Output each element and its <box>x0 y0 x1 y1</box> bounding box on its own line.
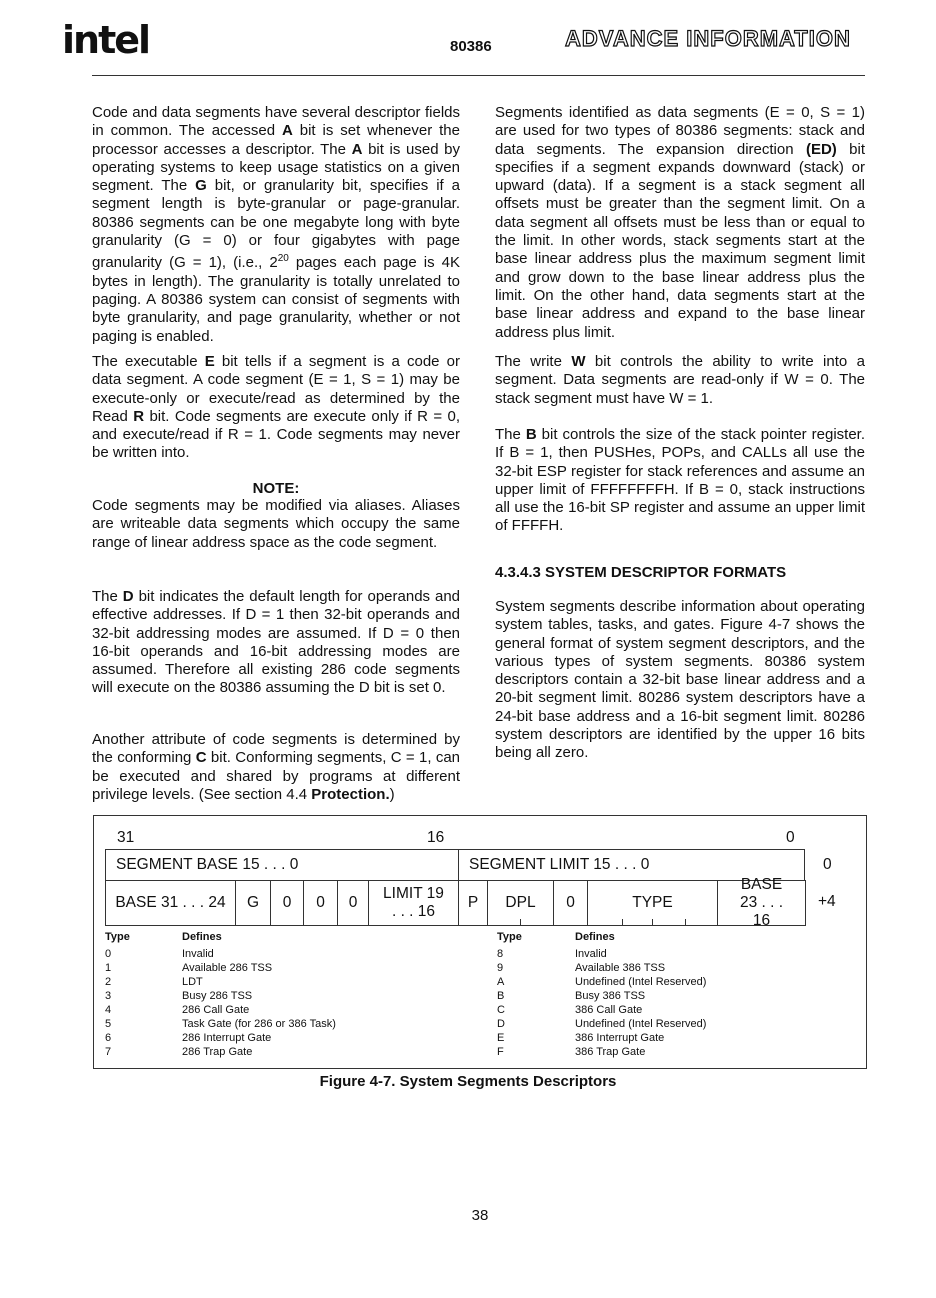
limit-19-16-field: LIMIT 19 . . . 16 <box>368 880 459 926</box>
type-definition: Available 386 TSS <box>575 962 666 974</box>
type-definition: Busy 386 TSS <box>575 990 646 1002</box>
type-code: 4 <box>105 1004 112 1016</box>
bit-tick <box>622 919 623 925</box>
base-23-16-field: BASE 23 . . . 16 <box>717 880 806 926</box>
text-run: bit specifies if a segment expands downward (stack) or upward (data). If a segment is a stack segment all offsets must be greater than the segment limit. On a data segment all offsets must be less than or equal to the limit. In other words, stack segments start at the base linear address plus the maximum segment limit and grow down to the base linear address plus the limit. On the other hand, data segments start at the base linear address and expand to the base linear address plus limit. <box>495 140 866 341</box>
bit-label-0: 0 <box>786 829 795 846</box>
type-code: 2 <box>105 976 112 988</box>
header-divider <box>92 75 865 76</box>
text-run: bit is set whenever the processor accesses a descriptor. The <box>92 122 460 158</box>
text-run: bit. Code segments are execute only if R = 0, and execute/read if R = 1. Code segments may never be written into. <box>92 407 460 462</box>
type-column-header: Type <box>497 931 522 943</box>
section-heading: 4.3.4.3 SYSTEM DESCRIPTOR FORMATS <box>495 564 787 581</box>
offset-0-label: 0 <box>823 856 832 873</box>
paragraph <box>92 588 460 698</box>
type-definition: Invalid <box>182 948 214 960</box>
bold-term: (ED) <box>805 140 837 158</box>
page-number: 38 <box>471 1207 489 1224</box>
text-run: bit is used by operating systems to keep usage statistics on a given segment. The <box>92 140 461 195</box>
bold-term: A <box>351 140 363 158</box>
type-definition: 386 Trap Gate <box>575 1046 646 1058</box>
document-number: 80386 <box>450 38 492 55</box>
type-definition: 286 Interrupt Gate <box>182 1032 272 1044</box>
bold-term: Protection. <box>311 785 390 803</box>
bold-term: D <box>122 588 134 605</box>
text-run: Segments identified as data segments (E = 0, S = 1) are used for two types of 80386 segments: stack and data segments. The expansion direction <box>495 104 865 158</box>
type-field: TYPE <box>587 880 718 926</box>
paragraph <box>92 104 460 346</box>
type-code: D <box>497 1018 505 1030</box>
type-code: C <box>497 1004 505 1016</box>
type-definition: LDT <box>182 976 203 988</box>
type-definition: 386 Interrupt Gate <box>575 1032 665 1044</box>
bit-tick <box>652 919 653 925</box>
paragraph <box>495 104 865 342</box>
type-code: 8 <box>497 948 504 960</box>
note-paragraph <box>92 497 460 552</box>
type-code: 5 <box>105 1018 112 1030</box>
paragraph <box>495 598 865 763</box>
type-column-header: Type <box>105 931 130 943</box>
type-code: 7 <box>105 1046 112 1058</box>
paragraph <box>495 426 865 536</box>
text-run: Code segments may be modified via aliases. Aliases are writeable data segments which occupy the same range of linear address space as the code segment. <box>92 497 460 551</box>
text-run: bit tells if a segment is a code or data segment. A code segment (E = 1, S = 1) may be execute-only or execute/read as determined by the Read <box>92 353 460 425</box>
type-code: 3 <box>105 990 112 1002</box>
avl-zero-bit-field: 0 <box>337 880 369 926</box>
base-31-24-field: BASE 31 . . . 24 <box>105 880 236 926</box>
bold-term: R <box>133 407 145 425</box>
text-run: bit. Conforming segments, C = 1, can be executed and shared by programs at different privilege levels. (See section 4.4 <box>92 749 461 803</box>
text-run: 20 <box>277 253 289 265</box>
segment-limit-field: SEGMENT LIMIT 15 . . . 0 <box>458 849 805 881</box>
type-definition: Invalid <box>575 948 607 960</box>
text-run: pages each page is 4K bytes in length). The granularity is totally unrelated to paging. A 80386 system can consist of segments with byte granularity, and page granularity, whether or not paging is enabled. <box>92 254 460 345</box>
text-run: bit, or granularity bit, specifies if a segment length is byte-granular or page-granular. 80386 segments can be one megabyte long with byte granularity (G = 0) or four gigabytes with page granularity (G = 1), (i.e., 2 <box>92 177 460 272</box>
type-definition: Available 286 TSS <box>182 962 273 974</box>
bold-term: B <box>525 426 537 443</box>
type-definition: Busy 286 TSS <box>182 990 253 1002</box>
text-run: bit controls the size of the stack pointer register. If B = 1, then PUSHes, POPs, and CALLs all use the 32-bit ESP register for stack references and assume an upper limit of FFFFFFFFH. If B = 0, stack instructions all use the 16-bit SP register and assume an upper limit of FFFFH. <box>495 426 866 535</box>
type-definition: 386 Call Gate <box>575 1004 643 1016</box>
dpl-field: DPL <box>487 880 554 926</box>
bold-term: E <box>204 353 215 370</box>
g-bit-field: G <box>235 880 271 926</box>
advance-information-banner: ADVANCE INFORMATION <box>565 26 851 51</box>
type-definition: Task Gate (for 286 or 386 Task) <box>182 1018 336 1030</box>
bit-label-31: 31 <box>117 829 135 846</box>
bold-term: G <box>195 177 207 195</box>
text-run: The <box>92 588 123 605</box>
type-code: 1 <box>105 962 112 974</box>
text-run: bit controls the ability to write into a segment. Data segments are read-only if W = 0. The stack segment must have W = 1. <box>495 353 865 407</box>
bit-label-16: 16 <box>427 829 445 846</box>
paragraph <box>92 353 460 463</box>
type-definition: 286 Call Gate <box>182 1004 250 1016</box>
p-bit-field: P <box>458 880 488 926</box>
text-run: Another attribute of code segments is determined by the conforming <box>92 731 460 767</box>
type-definition: Undefined (Intel Reserved) <box>575 976 707 988</box>
zero-bit-field: 0 <box>303 880 338 926</box>
type-code: F <box>497 1046 504 1058</box>
text-run: The <box>495 426 526 443</box>
figure-caption: Figure 4-7. System Segments Descriptors <box>319 1073 617 1090</box>
note-heading: NOTE: <box>252 480 300 497</box>
bold-term: W <box>571 353 586 370</box>
text-run: The write <box>495 353 572 370</box>
type-code: 9 <box>497 962 504 974</box>
text-run: Code and data segments have several descriptor fields in common. The accessed <box>92 104 460 140</box>
text-run: ) <box>389 785 395 803</box>
defines-column-header: Defines <box>575 931 615 943</box>
type-code: 6 <box>105 1032 112 1044</box>
paragraph <box>92 731 460 804</box>
offset-4-label: +4 <box>818 893 836 910</box>
text-run: System segments describe information about operating system tables, tasks, and gates. Figure 4-7 shows the general format of system segment descriptors, and the various types of system segments. 80386 system descriptors contain a 32-bit base linear address and a 20-bit segment limit. 80286 system descriptors have a 24-bit base address and a 16-bit segment limit. 80286 system descriptors are identified by the upper 16 bits being all zero. <box>495 598 865 762</box>
bit-tick <box>520 919 521 925</box>
intel-logo: intel <box>62 18 150 62</box>
type-definition: Undefined (Intel Reserved) <box>575 1018 707 1030</box>
zero-bit-field: 0 <box>270 880 304 926</box>
type-definition: 286 Trap Gate <box>182 1046 253 1058</box>
text-run: The executable <box>92 353 205 370</box>
type-code: E <box>497 1032 505 1044</box>
type-code: A <box>497 976 505 988</box>
paragraph <box>495 353 865 408</box>
defines-column-header: Defines <box>182 931 222 943</box>
zero-bit-field: 0 <box>553 880 588 926</box>
text-run: bit indicates the default length for operands and effective addresses. If D = 1 then 32-bit operands and 32-bit addressing modes are assumed. If D = 0 then 16-bit operands and 16-bit addressing modes are assumed. Therefore all existing 286 code segments will execute on the 80386 assuming the D bit is set 0. <box>92 588 461 697</box>
segment-base-field: SEGMENT BASE 15 . . . 0 <box>105 849 459 881</box>
bold-term: A <box>281 122 293 140</box>
type-code: 0 <box>105 948 112 960</box>
type-code: B <box>497 990 505 1002</box>
bit-tick <box>685 919 686 925</box>
bold-term: C <box>195 749 207 767</box>
